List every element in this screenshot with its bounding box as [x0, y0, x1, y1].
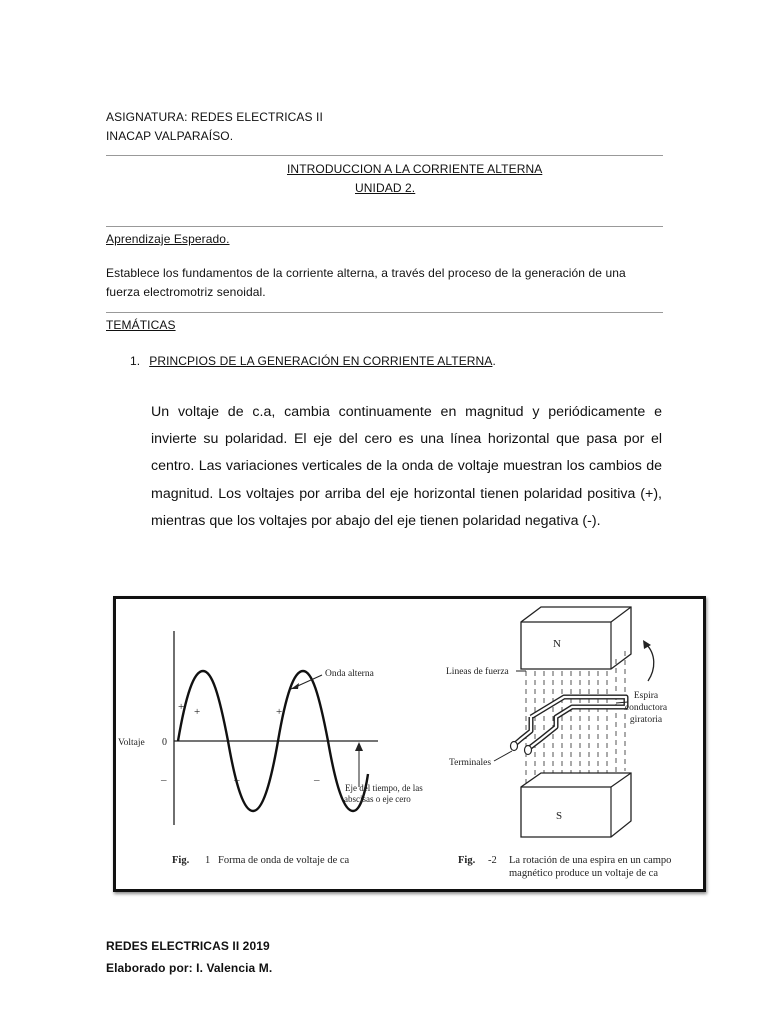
figure1-caption-number: 1 — [205, 855, 211, 866]
footer-author: Elaborado por: I. Valencia M. — [106, 961, 273, 975]
figure-illustration — [116, 599, 703, 889]
list-item — [130, 354, 496, 368]
south-pole — [521, 773, 631, 837]
plus-label: + — [194, 706, 201, 718]
footer-course: REDES ELECTRICAS II 2019 — [106, 939, 270, 953]
figure-panel — [113, 596, 706, 892]
unit-title: UNIDAD 2. — [355, 181, 416, 195]
subject-label: ASIGNATURA: REDES ELECTRICAS II — [106, 110, 323, 124]
terminal-icon — [511, 742, 518, 751]
body-paragraph: Un voltaje de c.a, cambia continuamente en magnitud y periódicamente e invierte su polaridad. El eje del cero es una línea horizontal que pasa por el centro. Las variaciones verticales de la onda de voltaje muestran los cambios de magnitud. Los voltajes por arriba del eje horizontal tienen polaridad positiva (+), mientras que los voltajes por abajo del eje tienen polaridad negativa (-). — [151, 404, 662, 529]
figure1-caption-prefix: Fig. — [172, 855, 190, 866]
minus-label: – — [234, 774, 240, 786]
list-period: . — [492, 354, 496, 368]
learning-heading: Aprendizaje Esperado. — [106, 232, 230, 246]
minus-label: – — [161, 774, 167, 786]
coil-label-1: Espira — [633, 691, 659, 701]
figure2-caption-line1: La rotación de una espira en un campo — [509, 855, 672, 866]
figure1-caption-text: Forma de onda de voltaje de ca — [218, 855, 350, 866]
arrow-icon — [355, 742, 363, 751]
wave-label: Onda alterna — [325, 669, 374, 679]
figure2-caption-prefix: Fig. — [458, 855, 476, 866]
minus-label: – — [314, 774, 320, 786]
figure1-sine-wave — [118, 631, 423, 866]
north-pole — [521, 607, 631, 669]
terminal-icon — [525, 746, 532, 755]
figure2-caption-line2: magnético produce un voltaje de ca — [509, 868, 658, 879]
plus-label: + — [178, 701, 185, 713]
south-label: S — [556, 810, 563, 822]
divider — [106, 226, 663, 227]
y-axis-label: Voltaje — [118, 738, 145, 748]
coil-label-2: conductora — [624, 703, 668, 713]
learning-text-line1: Establece los fundamentos de la corriente alterna, a través del proceso de la generación de una — [106, 266, 626, 280]
terminals-label: Terminales — [449, 758, 492, 768]
rotation-arrow-icon — [646, 644, 654, 681]
coil-label-3: giratoria — [629, 715, 663, 725]
coil-wire — [528, 697, 626, 749]
document-title: INTRODUCCION A LA CORRIENTE ALTERNA — [287, 162, 543, 176]
list-label: PRINCPIOS DE LA GENERACIÓN EN CORRIENTE ALTERNA — [149, 354, 493, 368]
time-axis-label-1: Eje del tiempo, de las — [345, 783, 423, 793]
zero-label: 0 — [162, 737, 167, 748]
figure2-caption-number: -2 — [488, 855, 497, 866]
north-label: N — [553, 638, 561, 650]
divider — [106, 155, 663, 156]
topics-heading: TEMÁTICAS — [106, 318, 176, 332]
divider — [106, 312, 663, 313]
plus-label: + — [276, 706, 283, 718]
list-number: 1. — [130, 354, 141, 368]
learning-text-line2: fuerza electromotriz senoidal. — [106, 285, 266, 299]
magnetic-field-lines — [526, 651, 625, 789]
institution-label: INACAP VALPARAÍSO. — [106, 129, 234, 143]
field-lines-label: Lineas de fuerza — [446, 667, 509, 677]
figure2-rotating-coil — [446, 607, 671, 879]
time-axis-label-2: abscisas o eje cero — [344, 794, 411, 804]
